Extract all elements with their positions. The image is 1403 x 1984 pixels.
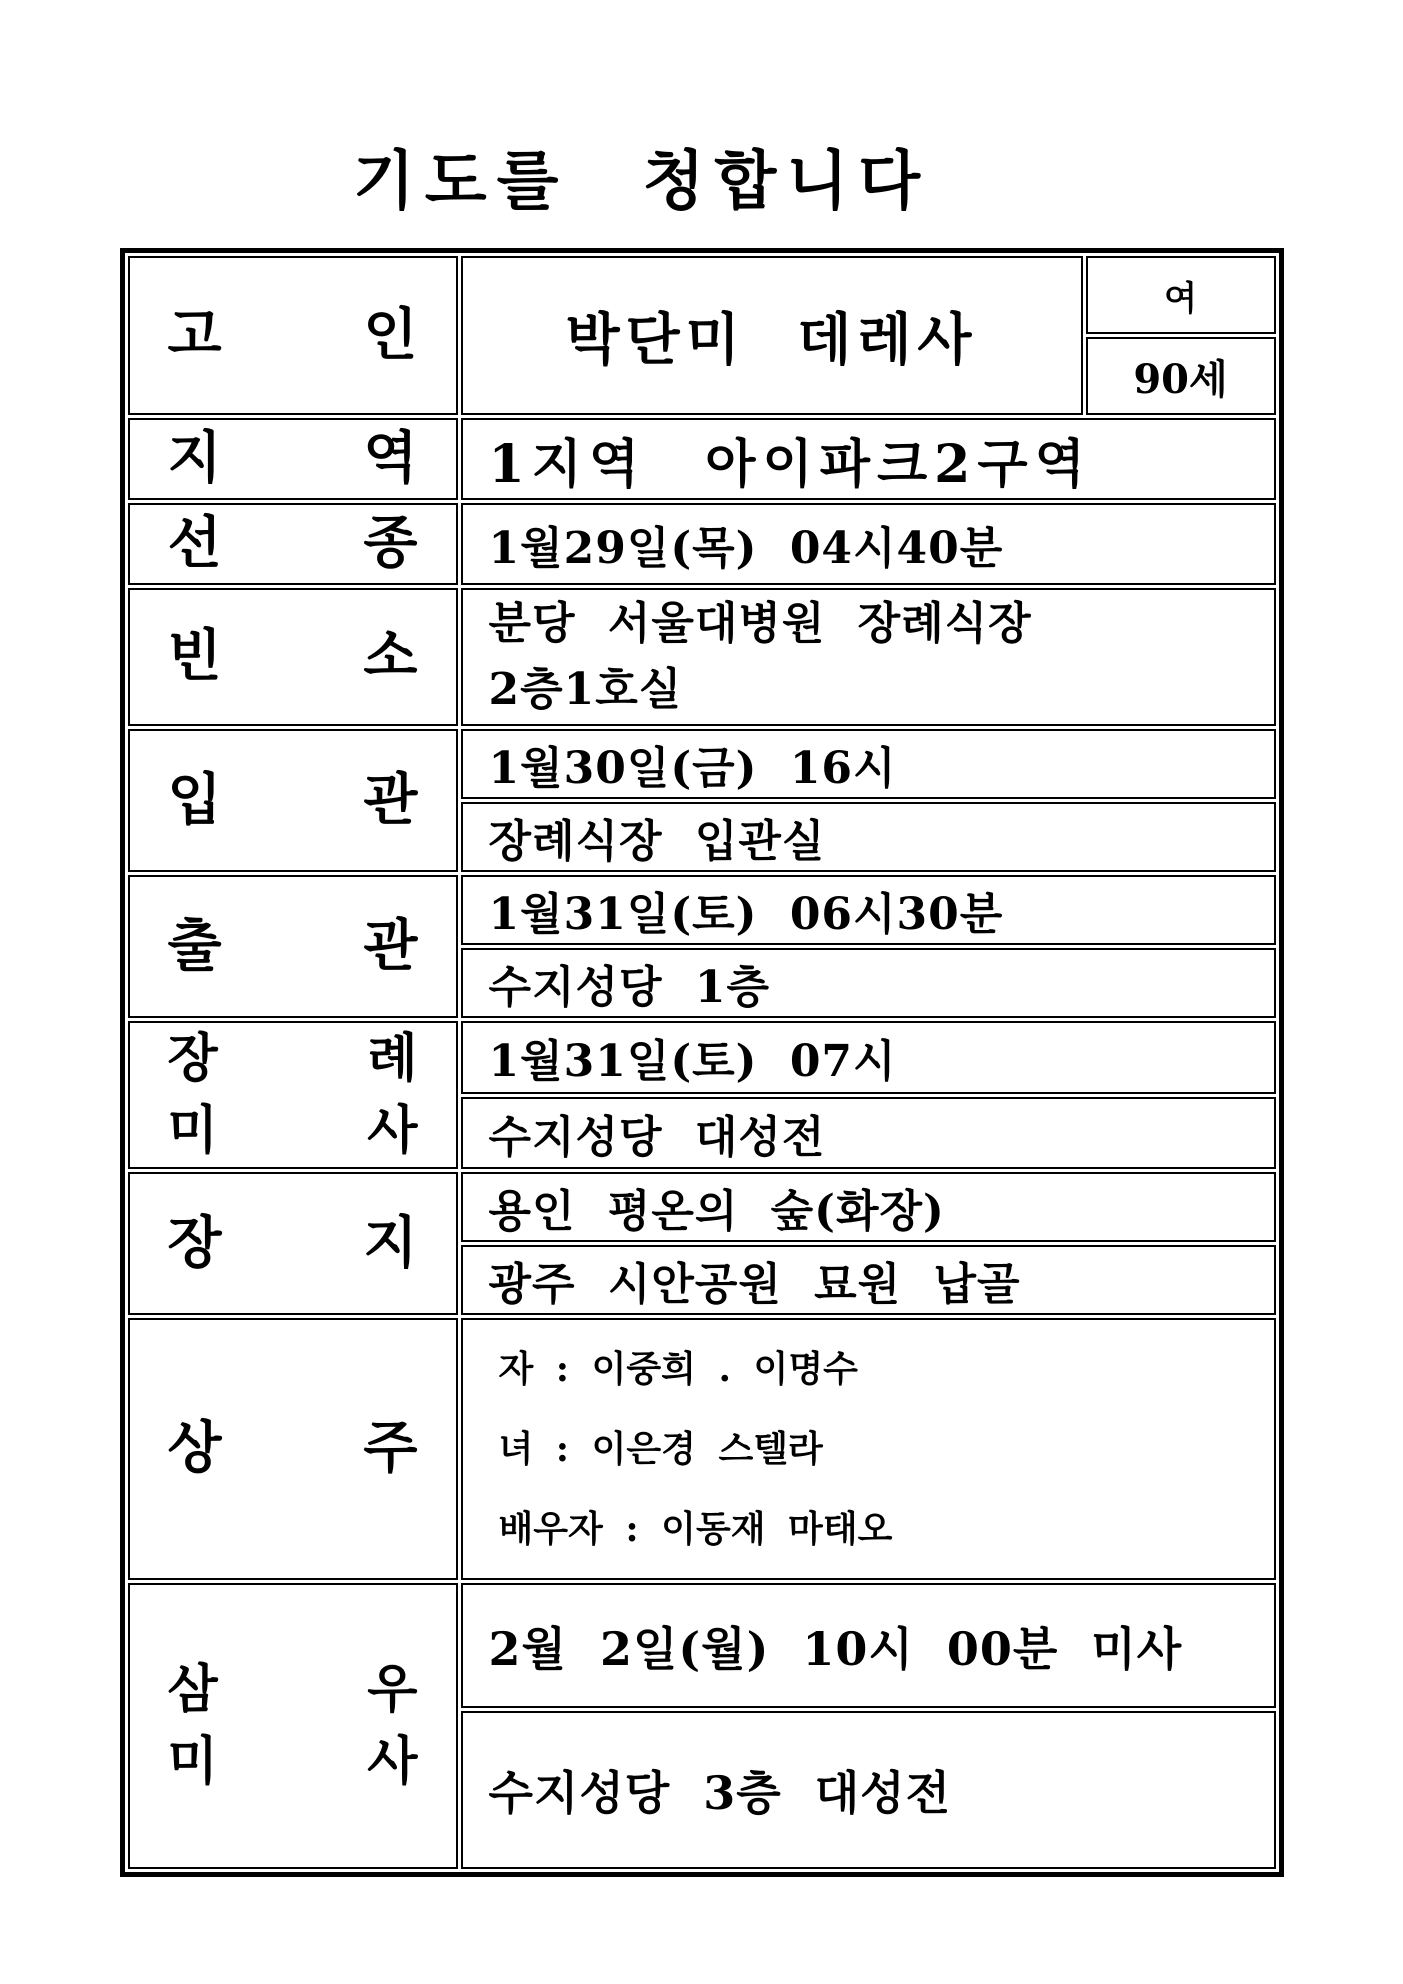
samwoo-time-cell: 2월 2일(월) 10시 00분 미사 xyxy=(461,1583,1276,1708)
death-label: 선 종 xyxy=(167,510,418,577)
region-label-cell xyxy=(128,418,458,500)
mourners-daughter-line: 녀 : 이은경 스텔라 xyxy=(498,1428,823,1470)
region-value-cell: 1지역 아이파크2구역 xyxy=(461,418,1276,500)
funeral-mass-label-line-1: 장 례 xyxy=(167,1028,418,1089)
row-region xyxy=(128,418,1276,500)
funeral-mass-label-cell xyxy=(128,1021,458,1169)
deceased-name-cell: 박단미 데레사 xyxy=(461,256,1083,415)
row-departure-time xyxy=(128,875,1276,945)
coffining-label-cell xyxy=(128,729,458,872)
page-title: 기도를 청합니다 xyxy=(352,144,931,219)
deceased-label: 고 인 xyxy=(167,301,418,368)
departure-place-cell: 수지성당 1층 xyxy=(461,948,1276,1018)
funeral-mass-label-line-2: 미 사 xyxy=(167,1100,418,1161)
row-coffining-time xyxy=(128,729,1276,799)
deceased-label-cell xyxy=(128,256,458,415)
row-deceased xyxy=(128,256,1276,334)
row-mortuary xyxy=(128,588,1276,726)
samwoo-label-line-2: 미 사 xyxy=(167,1731,418,1792)
mortuary-line-2: 2층1호실 xyxy=(488,664,683,715)
mourners-value-cell xyxy=(461,1318,1276,1580)
row-mourners xyxy=(128,1318,1276,1580)
samwoo-label-cell xyxy=(128,1583,458,1869)
mortuary-label: 빈 소 xyxy=(167,623,418,690)
burial-ossuary-cell: 광주 시안공원 묘원 납골 xyxy=(461,1245,1276,1315)
death-label-cell xyxy=(128,503,458,585)
burial-label: 장 지 xyxy=(167,1209,418,1276)
death-value-cell: 1월29일(목) 04시40분 xyxy=(461,503,1276,585)
samwoo-place-cell: 수지성당 3층 대성전 xyxy=(461,1711,1276,1869)
departure-label-cell xyxy=(128,875,458,1018)
coffining-time-cell: 1월30일(금) 16시 xyxy=(461,729,1276,799)
mourners-sons-line: 자 : 이중희 . 이명수 xyxy=(498,1348,858,1390)
row-funeral-mass-time xyxy=(128,1021,1276,1094)
funeral-mass-place-cell: 수지성당 대성전 xyxy=(461,1097,1276,1170)
coffining-label: 입 관 xyxy=(167,766,418,833)
samwoo-label-line-1: 삼 우 xyxy=(167,1659,418,1720)
departure-label: 출 관 xyxy=(167,912,418,979)
funeral-mass-time-cell: 1월31일(토) 07시 xyxy=(461,1021,1276,1094)
coffining-place-cell: 장례식장 입관실 xyxy=(461,802,1276,872)
row-burial-line-1 xyxy=(128,1172,1276,1242)
mortuary-line-1: 분당 서울대병원 장례식장 xyxy=(488,598,1032,649)
deceased-gender-cell: 여 xyxy=(1086,256,1276,334)
deceased-age-cell: 90세 xyxy=(1086,337,1276,415)
mortuary-label-cell xyxy=(128,588,458,726)
region-label: 지 역 xyxy=(167,425,418,492)
row-samwoo-time xyxy=(128,1583,1276,1708)
mourners-spouse-line: 배우자 : 이동재 마태오 xyxy=(498,1508,893,1550)
funeral-info-table xyxy=(120,248,1284,1877)
row-death xyxy=(128,503,1276,585)
mourners-label-cell xyxy=(128,1318,458,1580)
burial-site-cell: 용인 평온의 숲(화장) xyxy=(461,1172,1276,1242)
burial-label-cell xyxy=(128,1172,458,1315)
departure-time-cell: 1월31일(토) 06시30분 xyxy=(461,875,1276,945)
mortuary-value-cell xyxy=(461,588,1276,726)
mourners-label: 상 주 xyxy=(167,1415,418,1482)
